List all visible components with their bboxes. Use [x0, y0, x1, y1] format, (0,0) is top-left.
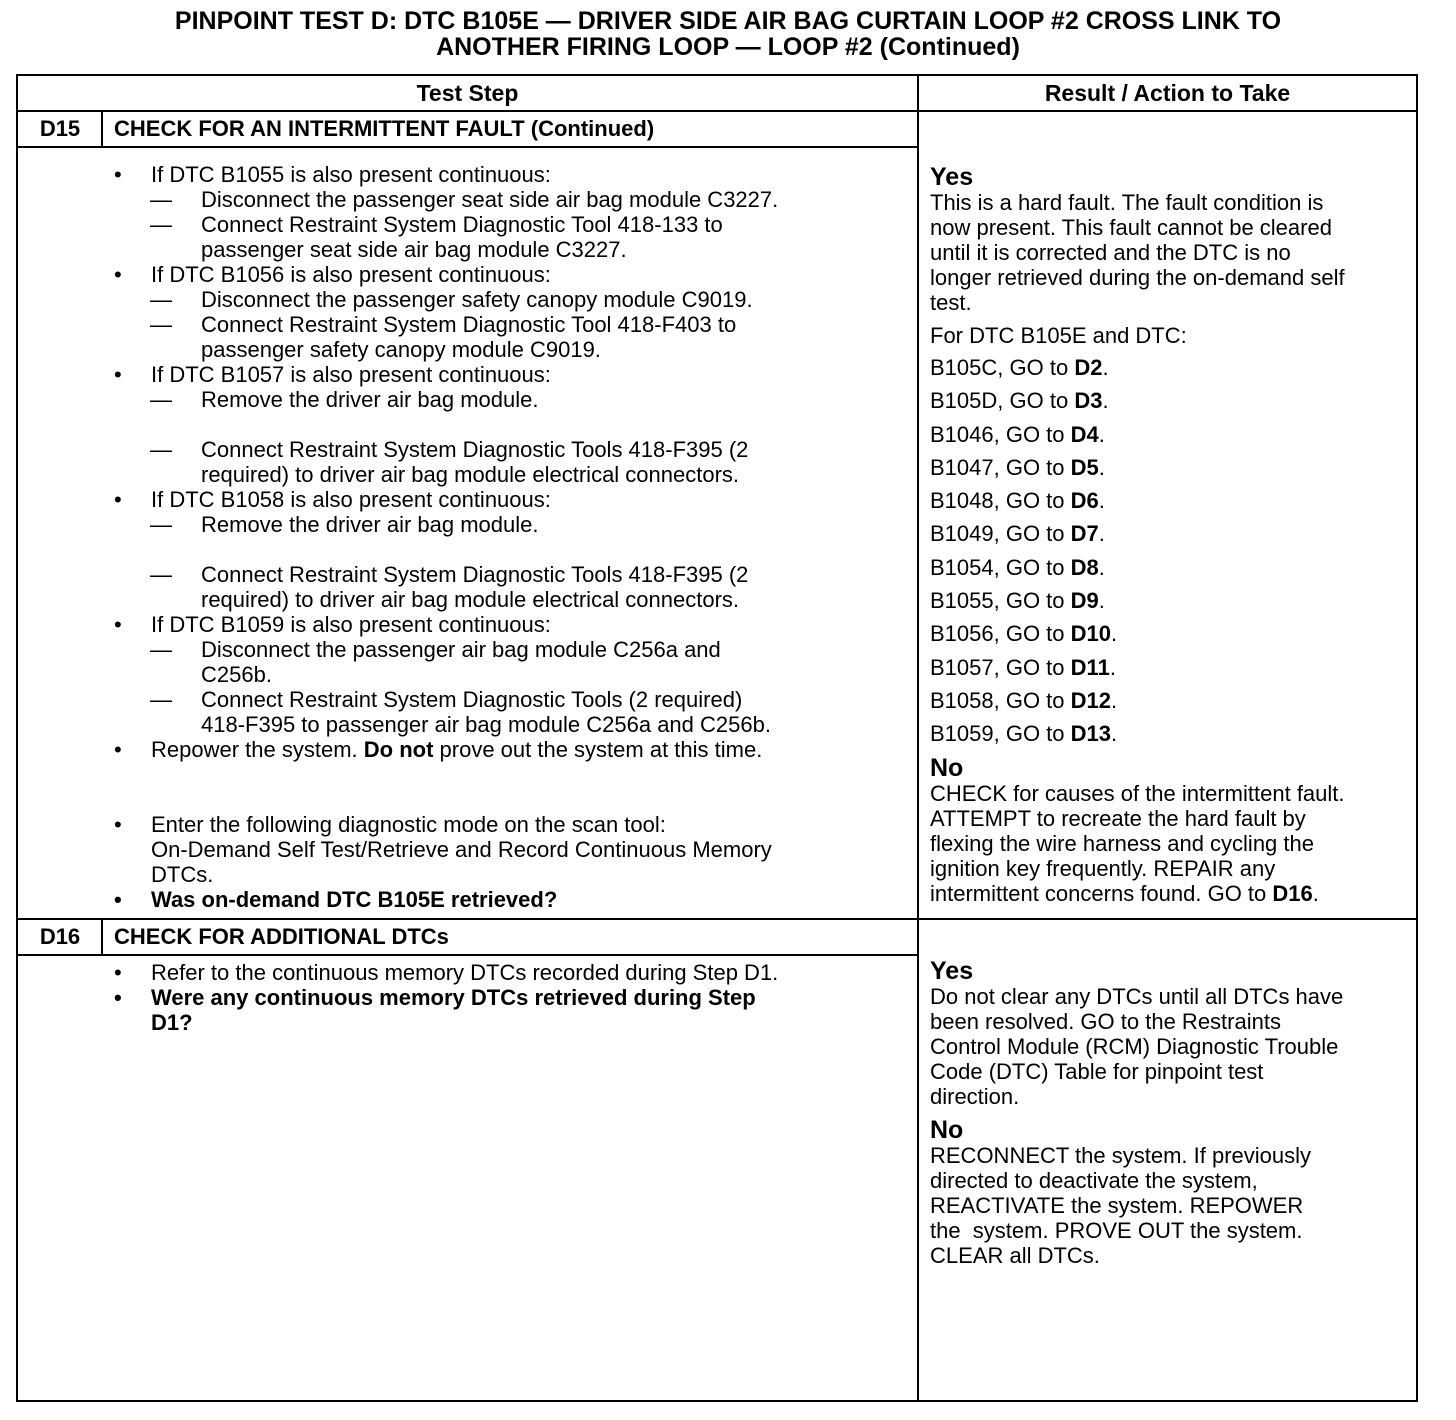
- list-item: • If DTC B1055 is also present continuous:: [114, 162, 551, 187]
- list-item: — Connect Restraint System Diagnostic Tool 418-133 to: [150, 212, 723, 237]
- step-title-d16: CHECK FOR ADDITIONAL DTCs: [114, 924, 449, 949]
- result-line: test.: [930, 290, 972, 315]
- yes-label: Yes: [930, 957, 974, 985]
- list-item: • If DTC B1058 is also present continuous:: [114, 487, 551, 512]
- list-item: required) to driver air bag module electrical connectors.: [201, 462, 740, 487]
- step-divider: [18, 918, 1416, 920]
- header-divider: [18, 110, 1416, 112]
- list-item: • If DTC B1059 is also present continuous:: [114, 612, 551, 637]
- result-line: ATTEMPT to recreate the hard fault by: [930, 805, 1306, 831]
- list-item-question: • Was on-demand DTC B105E retrieved?: [114, 887, 558, 912]
- result-line: ignition key frequently. REPAIR any: [930, 855, 1276, 881]
- list-item: passenger safety canopy module C9019.: [201, 337, 601, 362]
- goto-line: B1046, GO to D4.: [930, 421, 1105, 447]
- step-title-divider-d15: [18, 146, 917, 148]
- result-line: the system. PROVE OUT the system.: [930, 1218, 1303, 1243]
- result-line: intermittent concerns found. GO to D16.: [930, 880, 1319, 906]
- step-id-d16: D16: [39, 924, 81, 949]
- goto-line: B1049, GO to D7.: [930, 521, 1105, 547]
- list-item: — Connect Restraint System Diagnostic Tools (2 required): [150, 687, 743, 712]
- list-item: On-Demand Self Test/Retrieve and Record Continuous Memory: [151, 837, 772, 862]
- list-item: • Repower the system. Do not prove out the system at this time.: [114, 737, 763, 762]
- step-title-d15: CHECK FOR AN INTERMITTENT FAULT (Continued): [114, 116, 655, 141]
- list-item: — Remove the driver air bag module.: [150, 387, 539, 412]
- step-d15-result: [930, 164, 1420, 906]
- goto-line: B1056, GO to D10.: [930, 621, 1118, 647]
- goto-line: B1057, GO to D11.: [930, 654, 1116, 680]
- list-item: — Disconnect the passenger seat side air bag module C3227.: [150, 187, 779, 212]
- step-title-divider-d16: [18, 954, 917, 956]
- result-line: Control Module (RCM) Diagnostic Trouble: [930, 1034, 1339, 1059]
- dtc-intro: For DTC B105E and DTC:: [930, 323, 1187, 348]
- list-item: — Connect Restraint System Diagnostic Tool 418-F403 to: [150, 312, 737, 337]
- no-label: No: [930, 1116, 964, 1144]
- list-item: — Disconnect the passenger air bag module C256a and: [150, 637, 721, 662]
- list-item: • If DTC B1057 is also present continuous:: [114, 362, 551, 387]
- result-line: been resolved. GO to the Restraints: [930, 1009, 1281, 1034]
- result-header: Result / Action to Take: [1044, 80, 1291, 106]
- list-item: DTCs.: [151, 862, 214, 887]
- list-item: • If DTC B1056 is also present continuous:: [114, 262, 551, 287]
- result-line: Code (DTC) Table for pinpoint test: [930, 1059, 1264, 1084]
- yes-label: Yes: [930, 163, 974, 191]
- result-line: direction.: [930, 1084, 1020, 1109]
- list-item: — Connect Restraint System Diagnostic Tools 418-F395 (2: [150, 437, 749, 462]
- title-line-2: ANOTHER FIRING LOOP — LOOP #2 (Continued): [436, 33, 1020, 61]
- goto-line: B1058, GO to D12.: [930, 687, 1118, 713]
- list-item: 418-F395 to passenger air bag module C256a and C256b.: [201, 712, 771, 737]
- goto-line: B1055, GO to D9.: [930, 588, 1105, 614]
- step-d16-instructions: [18, 960, 918, 1035]
- goto-line: B105C, GO to D2.: [930, 355, 1109, 380]
- result-line: Do not clear any DTCs until all DTCs have: [930, 984, 1344, 1009]
- pinpoint-test-table: [16, 74, 1418, 1402]
- result-line: until it is corrected and the DTC is no: [930, 240, 1291, 265]
- goto-line: B1054, GO to D8.: [930, 554, 1105, 580]
- result-line: CHECK for causes of the intermittent fault.: [930, 780, 1345, 806]
- step-id-d15: D15: [39, 116, 81, 141]
- result-line: REACTIVATE the system. REPOWER: [930, 1193, 1304, 1218]
- result-line: This is a hard fault. The fault condition is: [930, 190, 1324, 215]
- result-line: directed to deactivate the system,: [930, 1168, 1258, 1193]
- title-line-1: PINPOINT TEST D: DTC B105E — DRIVER SIDE AIR BAG CURTAIN LOOP #2 CROSS LINK TO: [174, 7, 1282, 35]
- list-item: • Enter the following diagnostic mode on the scan tool:: [114, 812, 666, 837]
- test-step-header: Test Step: [416, 80, 519, 106]
- no-label: No: [930, 753, 964, 782]
- list-item-question: • Were any continuous memory DTCs retrieved during Step: [114, 985, 756, 1010]
- step-d15-instructions: [18, 162, 918, 912]
- list-item: passenger seat side air bag module C3227.: [201, 237, 627, 262]
- goto-line: B1059, GO to D13.: [930, 721, 1118, 747]
- page-title: [0, 8, 1456, 60]
- list-item: required) to driver air bag module electrical connectors.: [201, 587, 740, 612]
- goto-line: B105D, GO to D3.: [930, 388, 1109, 414]
- list-item: — Remove the driver air bag module.: [150, 512, 539, 537]
- result-line: now present. This fault cannot be cleared: [930, 215, 1332, 240]
- result-line: CLEAR all DTCs.: [930, 1243, 1100, 1268]
- result-line: flexing the wire harness and cycling the: [930, 830, 1314, 856]
- list-item: — Disconnect the passenger safety canopy module C9019.: [150, 287, 753, 312]
- result-line: longer retrieved during the on-demand self: [930, 265, 1345, 290]
- step-d16-result: [930, 958, 1420, 1268]
- list-item: — Connect Restraint System Diagnostic Tools 418-F395 (2: [150, 562, 749, 587]
- list-item-question-cont: D1?: [151, 1010, 193, 1035]
- result-line: RECONNECT the system. If previously: [930, 1143, 1312, 1168]
- goto-line: B1048, GO to D6.: [930, 488, 1105, 514]
- list-item: C256b.: [201, 662, 272, 687]
- list-item: • Refer to the continuous memory DTCs recorded during Step D1.: [114, 960, 779, 985]
- goto-line: B1047, GO to D5.: [930, 454, 1105, 480]
